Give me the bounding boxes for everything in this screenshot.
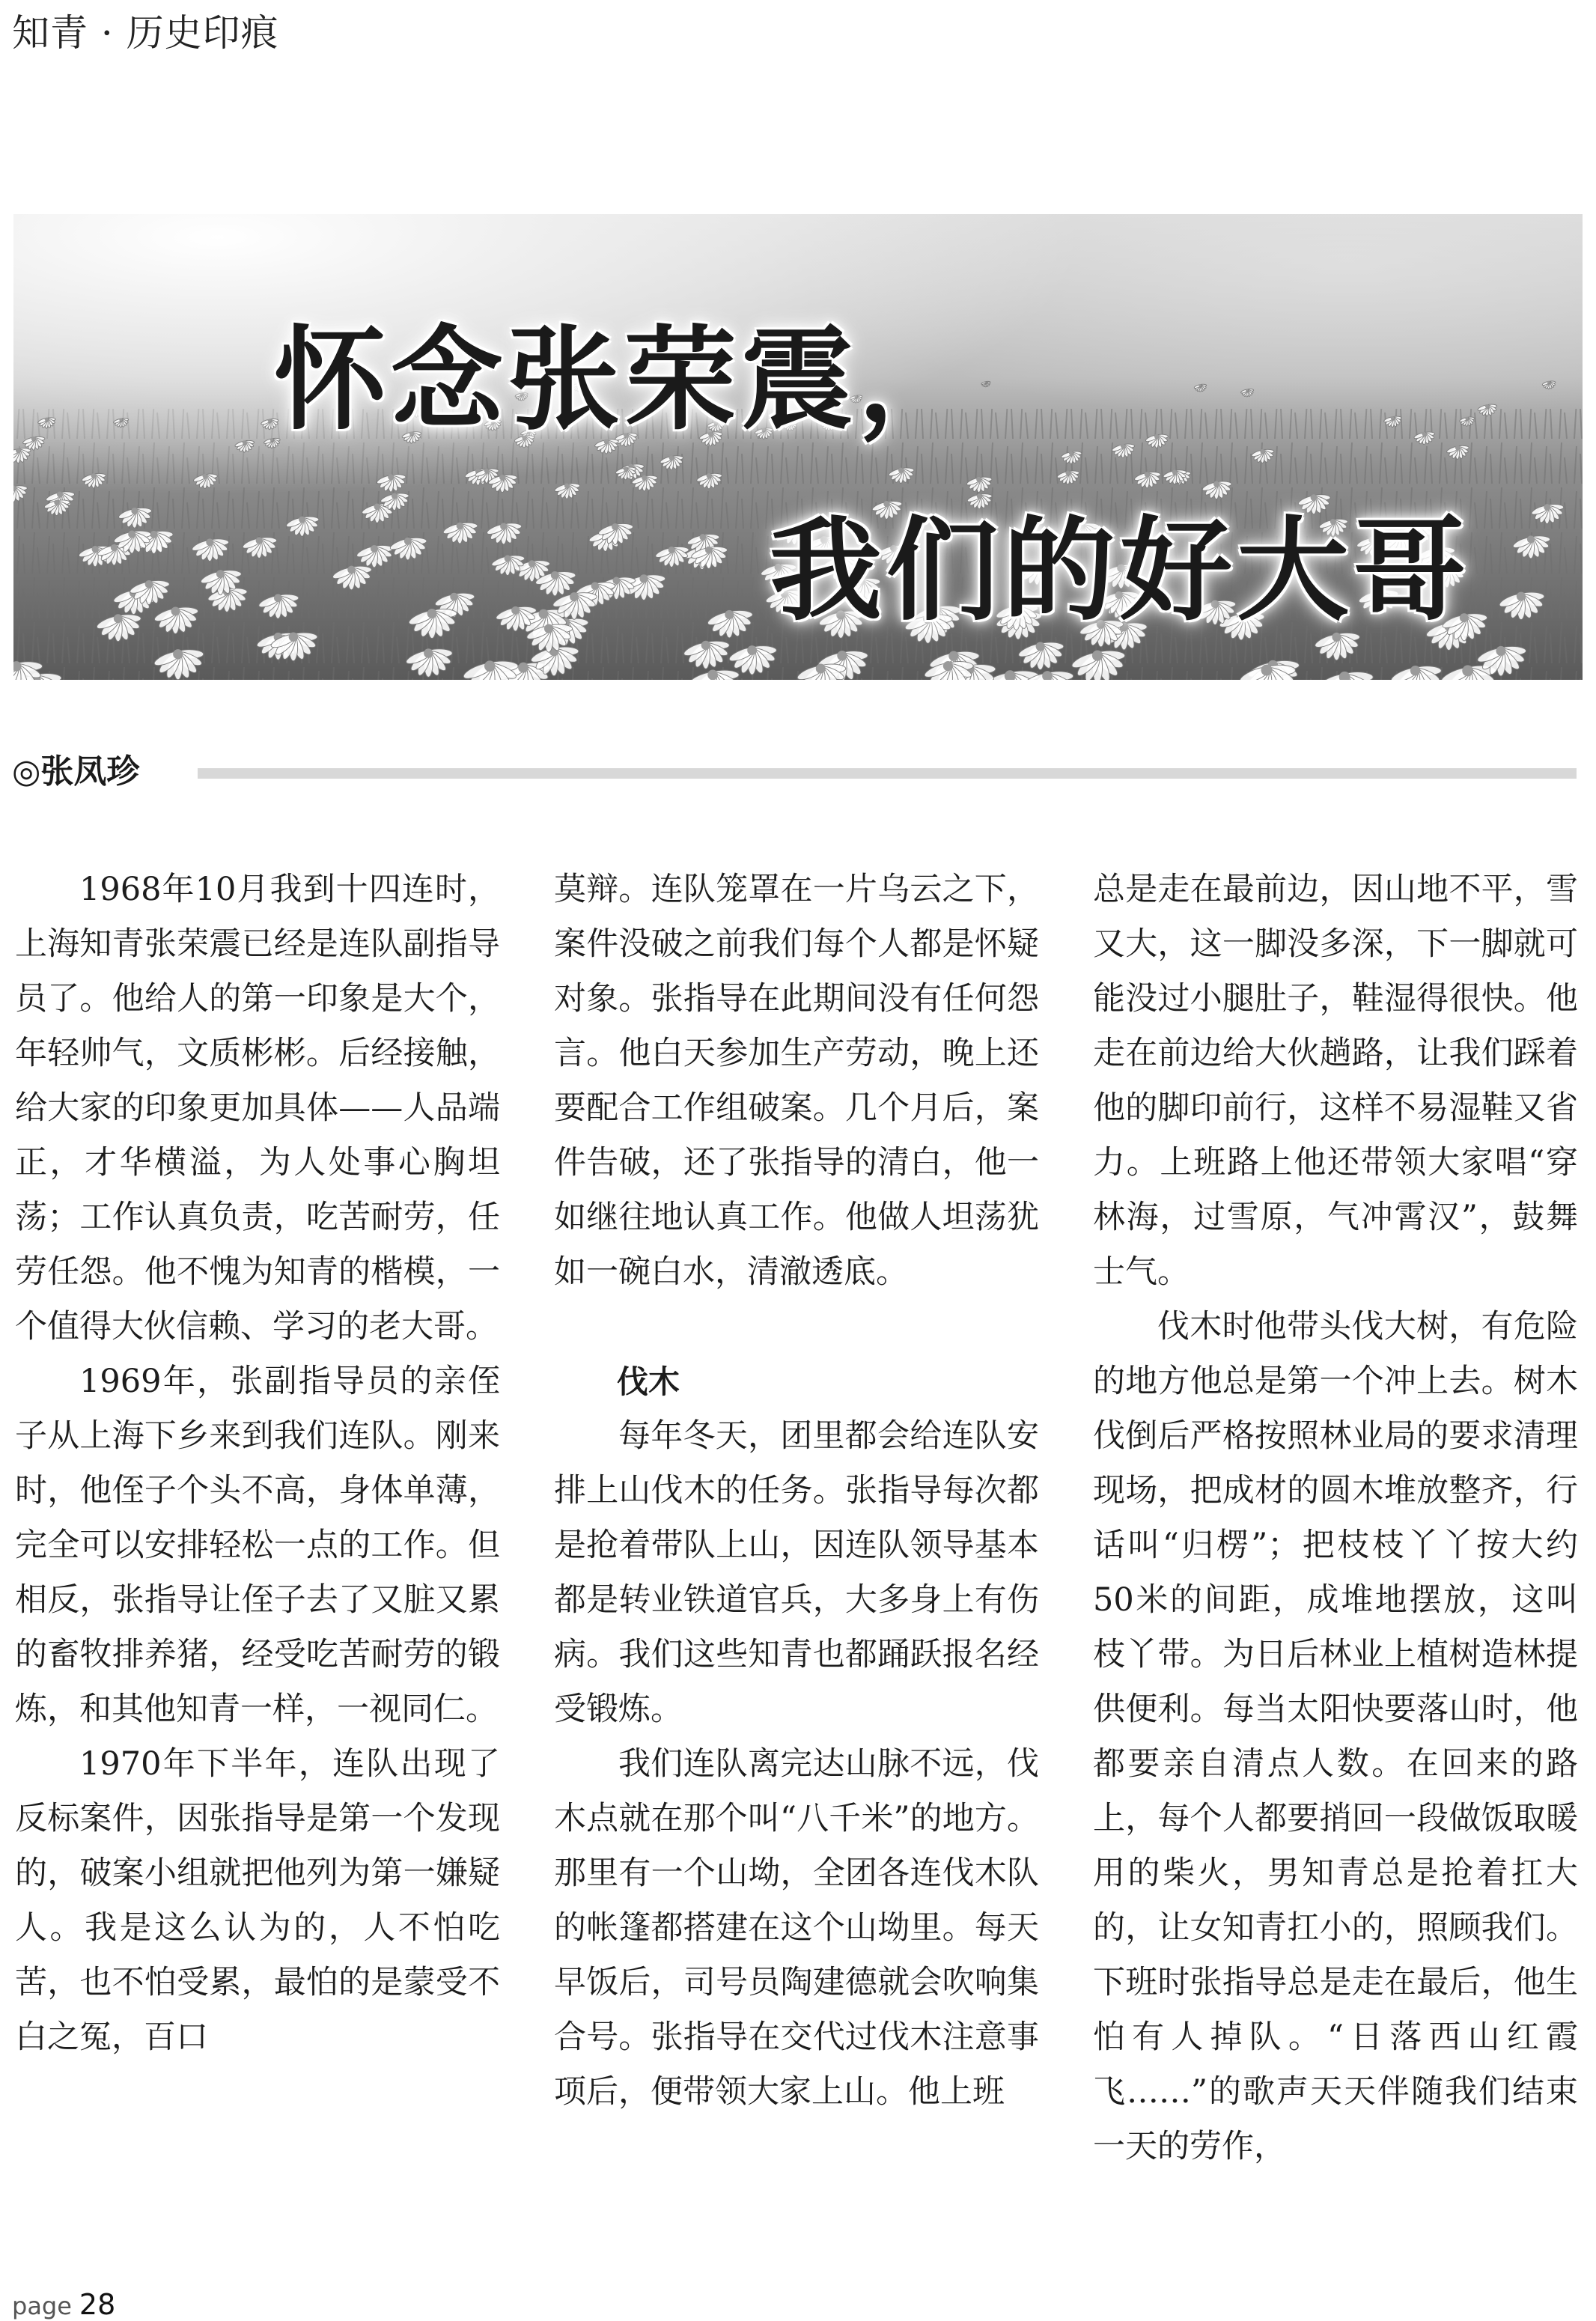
page-footer: [12, 2288, 116, 2321]
byline-divider: [198, 768, 1577, 779]
author-byline: ◎张凤珍: [12, 752, 140, 791]
paragraph: 每年冬天，团里都会给连队安排上山伐木的任务。张指导每次都是抢着带队上山，因连队领导基本都是转业铁道官兵，大多身上有伤病。我们这些知青也都踊跃报名经受锻炼。: [554, 1417, 1039, 1728]
paragraph: 1969年，张副指导员的亲侄子从上海下乡来到我们连队。刚来时，他侄子个头不高，身体单薄，完全可以安排轻松一点的工作。但相反，张指导让侄子去了又脏又累的畜牧排养猪，经受吃苦耐劳的锻炼，和其他知青一样，一视同仁。: [15, 1363, 500, 1728]
paragraph-continuation: 总是走在最前边，因山地不平，雪又大，这一脚没多深，下一脚就可能没过小腿肚子，鞋湿得很快。他走在前边给大伙趟路，让我们踩着他的脚印前行，这样不易湿鞋又省力。上班路上他还带领大家唱“穿林海，过雪原，气冲霄汉”，鼓舞士气。: [1093, 871, 1578, 1291]
paragraph-continuation: 莫辩。连队笼罩在一片乌云之下，案件没破之前我们每个人都是怀疑对象。张指导在此期间没有任何怨言。他白天参加生产劳动，晚上还要配合工作组破案。几个月后，案件告破，还了张指导的清白，他一如继往地认真工作。他做人坦荡犹如一碗白水，清澈透底。: [554, 871, 1039, 1291]
paragraph: 1968年10月我到十四连时，上海知青张荣震已经是连队副指导员了。他给人的第一印象是大个，年轻帅气，文质彬彬。后经接触，给大家的印象更加具体——人品端正，才华横溢，为人处事心胸坦荡；工作认真负责，吃苦耐劳，任劳任怨。他不愧为知青的楷模，一个值得大伙信赖、学习的老大哥。: [15, 871, 500, 1345]
text-column-3: [1093, 863, 1578, 2174]
text-column-2: [554, 863, 1039, 2120]
section-header: 知青 · 历史印痕: [12, 11, 279, 55]
page-number: 28: [79, 2288, 116, 2321]
banner-image: [13, 214, 1583, 680]
section-subheading: 伐木: [617, 1363, 680, 1400]
article-title-line-2: 我们的好大哥: [770, 506, 1471, 636]
paragraph: 1970年下半年，连队出现了反标案件，因张指导是第一个发现的，破案小组就把他列为第一嫌疑人。我是这么认为的，人不怕吃苦，也不怕受累，最怕的是蒙受不白之冤，百口: [15, 1745, 500, 2056]
article-title-line-1: 怀念张荣震，: [274, 315, 975, 445]
text-column-1: [15, 863, 500, 2065]
paragraph: 伐木时他带头伐大树，有危险的地方他总是第一个冲上去。树木伐倒后严格按照林业局的要求清理现场，把成材的圆木堆放整齐，行话叫“归楞”；把枝枝丫丫按大约50米的间距，成堆地摆放，这叫枝丫带。为日后林业上植树造林提供便利。每当太阳快要落山时，他都要亲自清点人数。在回来的路上，每个人都要捎回一段做饭取暖用的柴火，男知青总是抢着扛大的，让女知青扛小的，照顾我们。下班时张指导总是走在最后，他生怕有人掉队。“日落西山红霞飞……”的歌声天天伴随我们结束一天的劳作，: [1093, 1308, 1578, 2165]
page-label: page: [12, 2292, 72, 2320]
byline-row: [12, 744, 1577, 789]
paragraph: 我们连队离完达山脉不远，伐木点就在那个叫“八千米”的地方。那里有一个山坳，全团各连伐木队的帐篷都搭建在这个山坳里。每天早饭后，司号员陶建德就会吹响集合号。张指导在交代过伐木注意事项后，便带领大家上山。他上班: [554, 1745, 1039, 2111]
